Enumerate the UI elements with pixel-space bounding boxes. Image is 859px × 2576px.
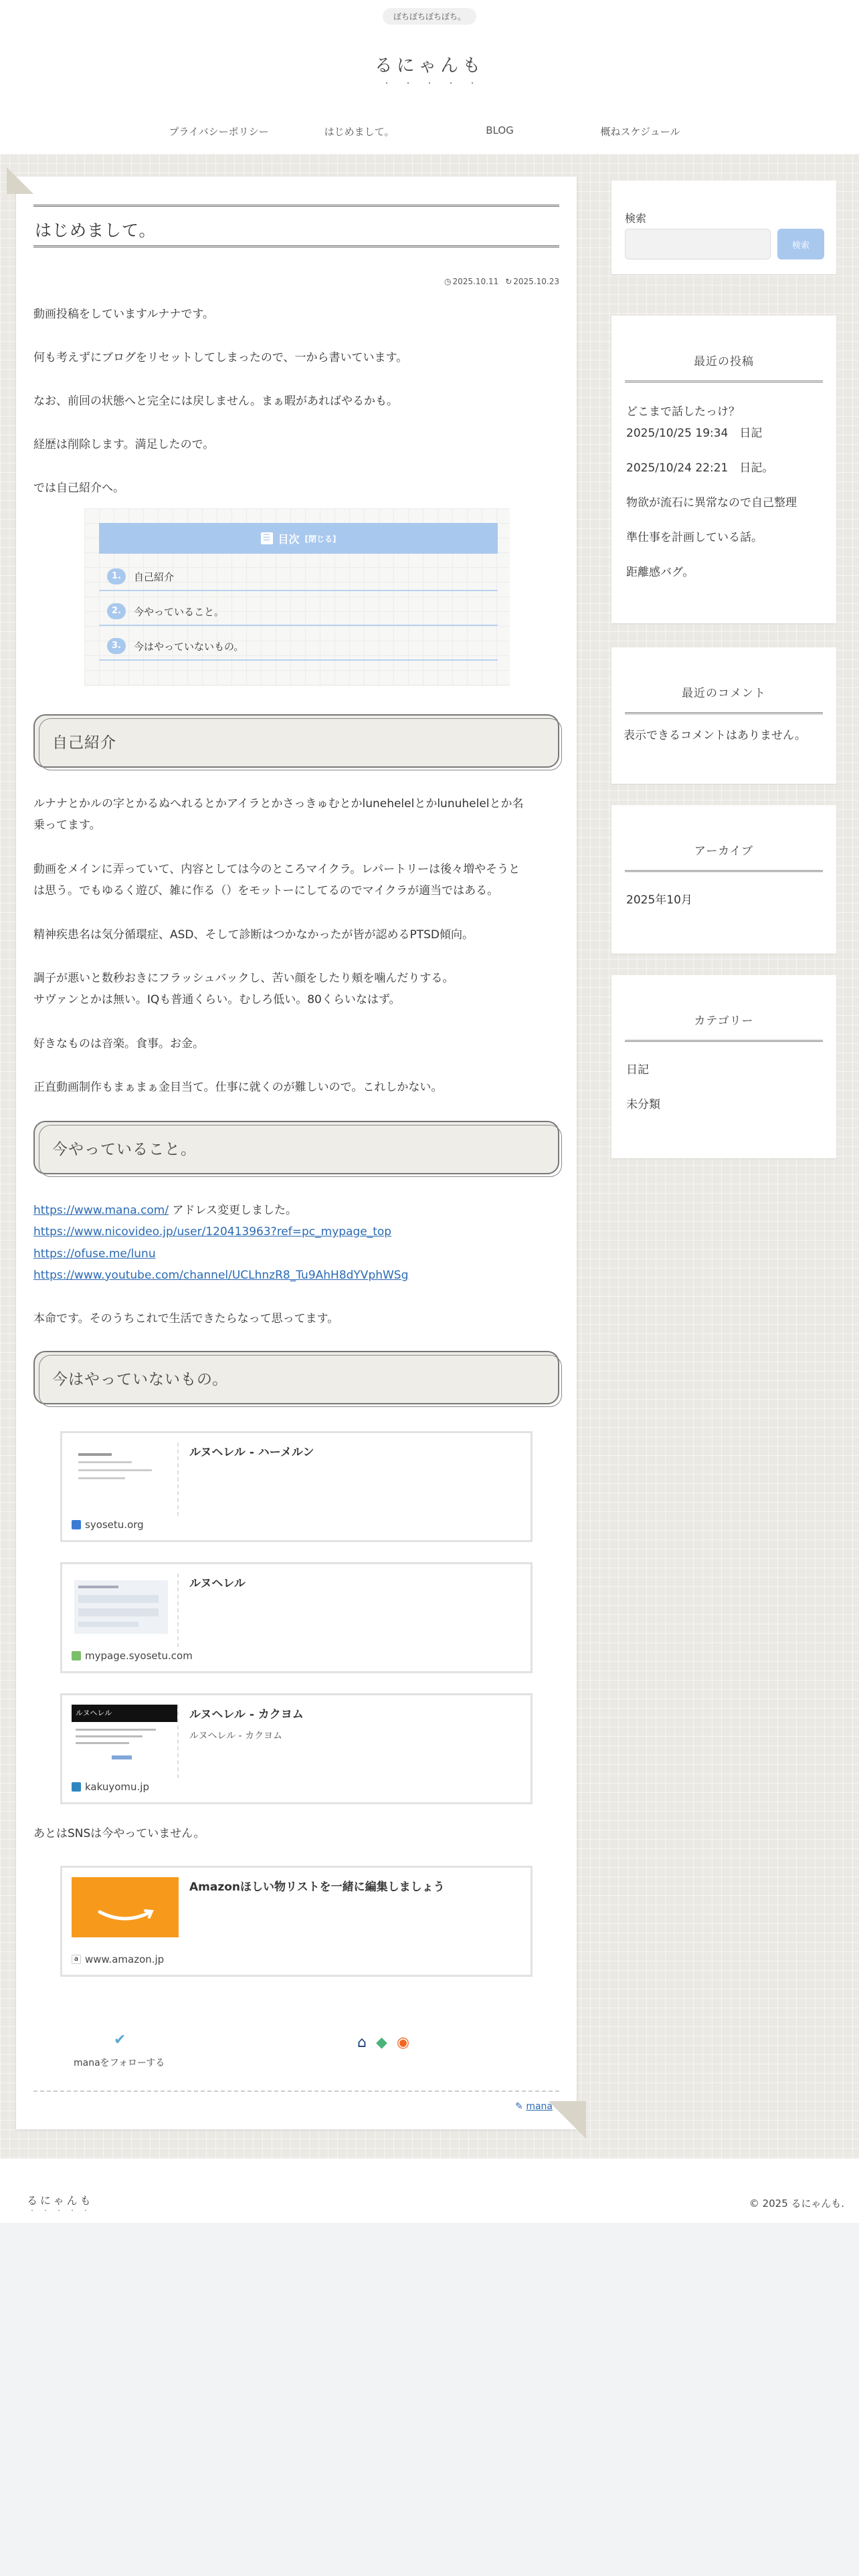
pencil-icon: ✎ [515,2101,527,2112]
recent-post-link[interactable]: 2025/10/24 22:21 日記。 [626,461,774,475]
search-button[interactable]: 検索 [777,229,824,259]
copyright: © 2025 るにゃんも. [749,2197,844,2210]
site-footer [0,2159,859,2223]
card-domain: a www.amazon.jp [72,1953,164,1965]
site-tagline: ぼちぼちぼちぼち。 [383,8,476,25]
footer-logo[interactable]: るにゃんも [27,2194,94,2207]
nav-item-about[interactable]: はじめまして。 [324,126,395,138]
check-icon: ✔ [114,2032,126,2048]
card-title: ルヌヘレル [189,1577,246,1590]
card-domain: syosetu.org [72,1519,144,1531]
toc-item[interactable]: 3. 今はやっていないもの。 [99,633,498,661]
follow-icons [357,2034,409,2051]
favicon-icon [72,1782,81,1792]
section-paragraph: ルナナとかルの字とかるぬへれるとかアイラとかさっきゅむとかlunehelelとかlunuhelelとか名 乗ってます。 [33,797,524,833]
link-ofuse[interactable]: https://ofuse.me/lunu [33,1247,156,1261]
card-title: ルヌヘレル - カクヨム [189,1708,304,1721]
blog-card[interactable] [60,1431,533,1542]
section-paragraph: 調子が悪いと数秒おきにフラッシュバックし、苦い顔をしたり頬を噛んだりする。 サヴァンとかは無い。IQも普通くらい。むしろ低い。80くらいなはず。 [33,972,454,1007]
feedly-icon[interactable]: ◆ [375,2034,387,2051]
follow-section [33,2032,559,2072]
thumbnail-image [72,1574,172,1640]
rss-icon[interactable]: ◉ [396,2034,410,2051]
section-paragraph: 動画をメインに弄っていて、内容としては今のところマイクラ。レパートリーは後々増やそうと は思う。でもゆるく遊び、雑に作る（）をモットーにしてるのでマイクラが適当ではある。 [33,863,520,898]
recent-post-link[interactable]: どこまで話したっけ？ [626,405,740,419]
logo-dots: ・・・・・ [383,80,490,88]
amazon-favicon-icon: a [72,1955,81,1964]
thumbnail-image [72,1442,172,1509]
card-domain: kakuyomu.jp [72,1781,149,1793]
card-subtitle: ルヌヘレル - カクヨム [189,1731,283,1741]
section-heading-current: 今やっていること。 [33,1121,559,1174]
post-dates [444,277,559,286]
archive-link[interactable]: 2025年10月 [626,893,692,907]
widget-title: アーカイブ [625,841,823,872]
card-thumbnail [72,1705,179,1778]
article-main [16,177,577,2129]
categories-widget [611,975,836,1158]
follow-label[interactable]: manaをフォローする [74,2058,165,2068]
widget-title: 最近の投稿 [625,352,823,383]
blog-card[interactable] [60,1562,533,1673]
page-corner-decoration [7,167,33,194]
toc-toggle[interactable]: [閉じる] [304,534,337,544]
toc-item[interactable]: 2. 今やっていること。 [99,598,498,626]
thumbnail-banner: ルヌヘレル [72,1705,177,1722]
page-corner-decoration [549,2101,586,2139]
intro-paragraph: 何も考えずにブログをリセットしてしまったので、一から書いています。 [33,351,408,364]
recent-post-link[interactable]: 物欲が流石に異常なので自己整理 [626,496,797,510]
favicon-icon [72,1520,81,1529]
updated-date: ↻ 2025.10.23 [505,277,559,286]
table-of-contents [84,508,510,686]
intro-paragraph: 経歴は削除します。満足したので。 [33,438,215,451]
card-thumbnail [72,1574,179,1647]
link-nicovideo[interactable]: https://www.nicovideo.jp/user/120413963?ref=pc_mypage_top [33,1225,392,1239]
recent-comments-widget [611,647,836,784]
card-domain: mypage.syosetu.com [72,1650,193,1662]
home-icon[interactable]: ⌂ [357,2034,367,2051]
list-icon: ☰ [261,532,273,544]
favicon-icon [72,1651,81,1660]
section-paragraph: あとはSNSは今やっていません。 [33,1827,205,1840]
widget-title: カテゴリー [625,1011,823,1042]
link-mana[interactable]: https://www.mana.com/ [33,1204,169,1217]
site-logo[interactable]: るにゃんも [374,56,485,76]
intro-paragraph: 動画投稿をしていますルナナです。 [33,308,214,321]
section-paragraph: 正直動画制作もまぁまぁ金目当て。仕事に就くのが難しいので。これしかない。 [33,1081,443,1094]
refresh-icon: ↻ [505,277,512,286]
author-link[interactable]: ✎ mana [515,2101,553,2112]
footer-logo-dots: ・・・・・ [29,2208,96,2214]
published-date: ◷ 2025.10.11 [444,277,499,286]
section-heading-self-intro: 自己紹介 [33,714,559,768]
recent-post-link[interactable]: 距離感バグ。 [626,566,694,579]
site-header [0,0,859,154]
amazon-smile-icon [72,1877,179,1937]
category-link[interactable]: 未分類 [626,1098,660,1111]
section-paragraph: 本命です。そのうちこれで生活できたらなって思ってます。 [33,1312,339,1325]
nav-item-blog[interactable]: BLOG [486,124,514,136]
thumbnail-image [72,1722,172,1769]
card-thumbnail [72,1442,179,1516]
link-youtube[interactable]: https://www.youtube.com/channel/UCLhnzR8_Tu9AhH8dYVphWSg [33,1268,409,1282]
section-heading-past: 今はやっていないもの。 [33,1351,559,1404]
toc-item[interactable]: 1. 自己紹介 [99,563,498,591]
nav-item-schedule[interactable]: 概ねスケジュール [600,126,680,138]
intro-paragraph: なお、前回の状態へと完全には戻しません。まぁ暇があればやるかも。 [33,395,399,408]
amazon-logo [72,1877,179,1937]
section-paragraph: 精神疾患名は気分循環症、ASD、そして診断はつかなかったが皆が認めるPTSD傾向。 [33,928,474,942]
blog-card[interactable] [60,1693,533,1804]
links-block: https://www.mana.com/ アドレス変更しました。 https://www.nicovideo.jp/user/120413963?ref=pc_mypage_top https://ofuse.me/lunu https://www.youtube.com/channel/UCLhnzR8_Tu9AhH8dYVphWSg [33,1204,409,1282]
section-paragraph: 好きなものは音楽。食事。お金。 [33,1037,204,1051]
search-label: 検索 [625,212,647,225]
widget-title: 最近のコメント [625,683,823,714]
search-input[interactable] [625,229,771,259]
intro-paragraph: では自己紹介へ。 [33,481,124,495]
nav-item-privacy-policy[interactable]: プライバシーポリシー [169,126,269,138]
toc-header: ☰ 目次 [閉じる] [99,523,498,554]
recent-posts-widget [611,316,836,623]
card-title: ルヌヘレル - ハーメルン [189,1446,314,1459]
card-title: Amazonほしい物リストを一緒に編集しましょう [189,1881,445,1894]
page-title: はじめまして。 [33,205,559,247]
divider [33,2090,559,2092]
archive-widget [611,805,836,954]
category-link[interactable]: 日記 [626,1063,649,1077]
recent-post-link[interactable]: 2025/10/25 19:34 日記 [626,427,763,440]
recent-post-link[interactable]: 準仕事を計画している話。 [626,531,763,544]
no-comments-text: 表示できるコメントはありません。 [624,729,807,742]
content-area [0,154,859,2159]
amazon-card[interactable] [60,1866,533,1977]
search-widget [611,181,836,274]
global-nav [0,124,859,140]
clock-icon: ◷ [444,277,452,286]
